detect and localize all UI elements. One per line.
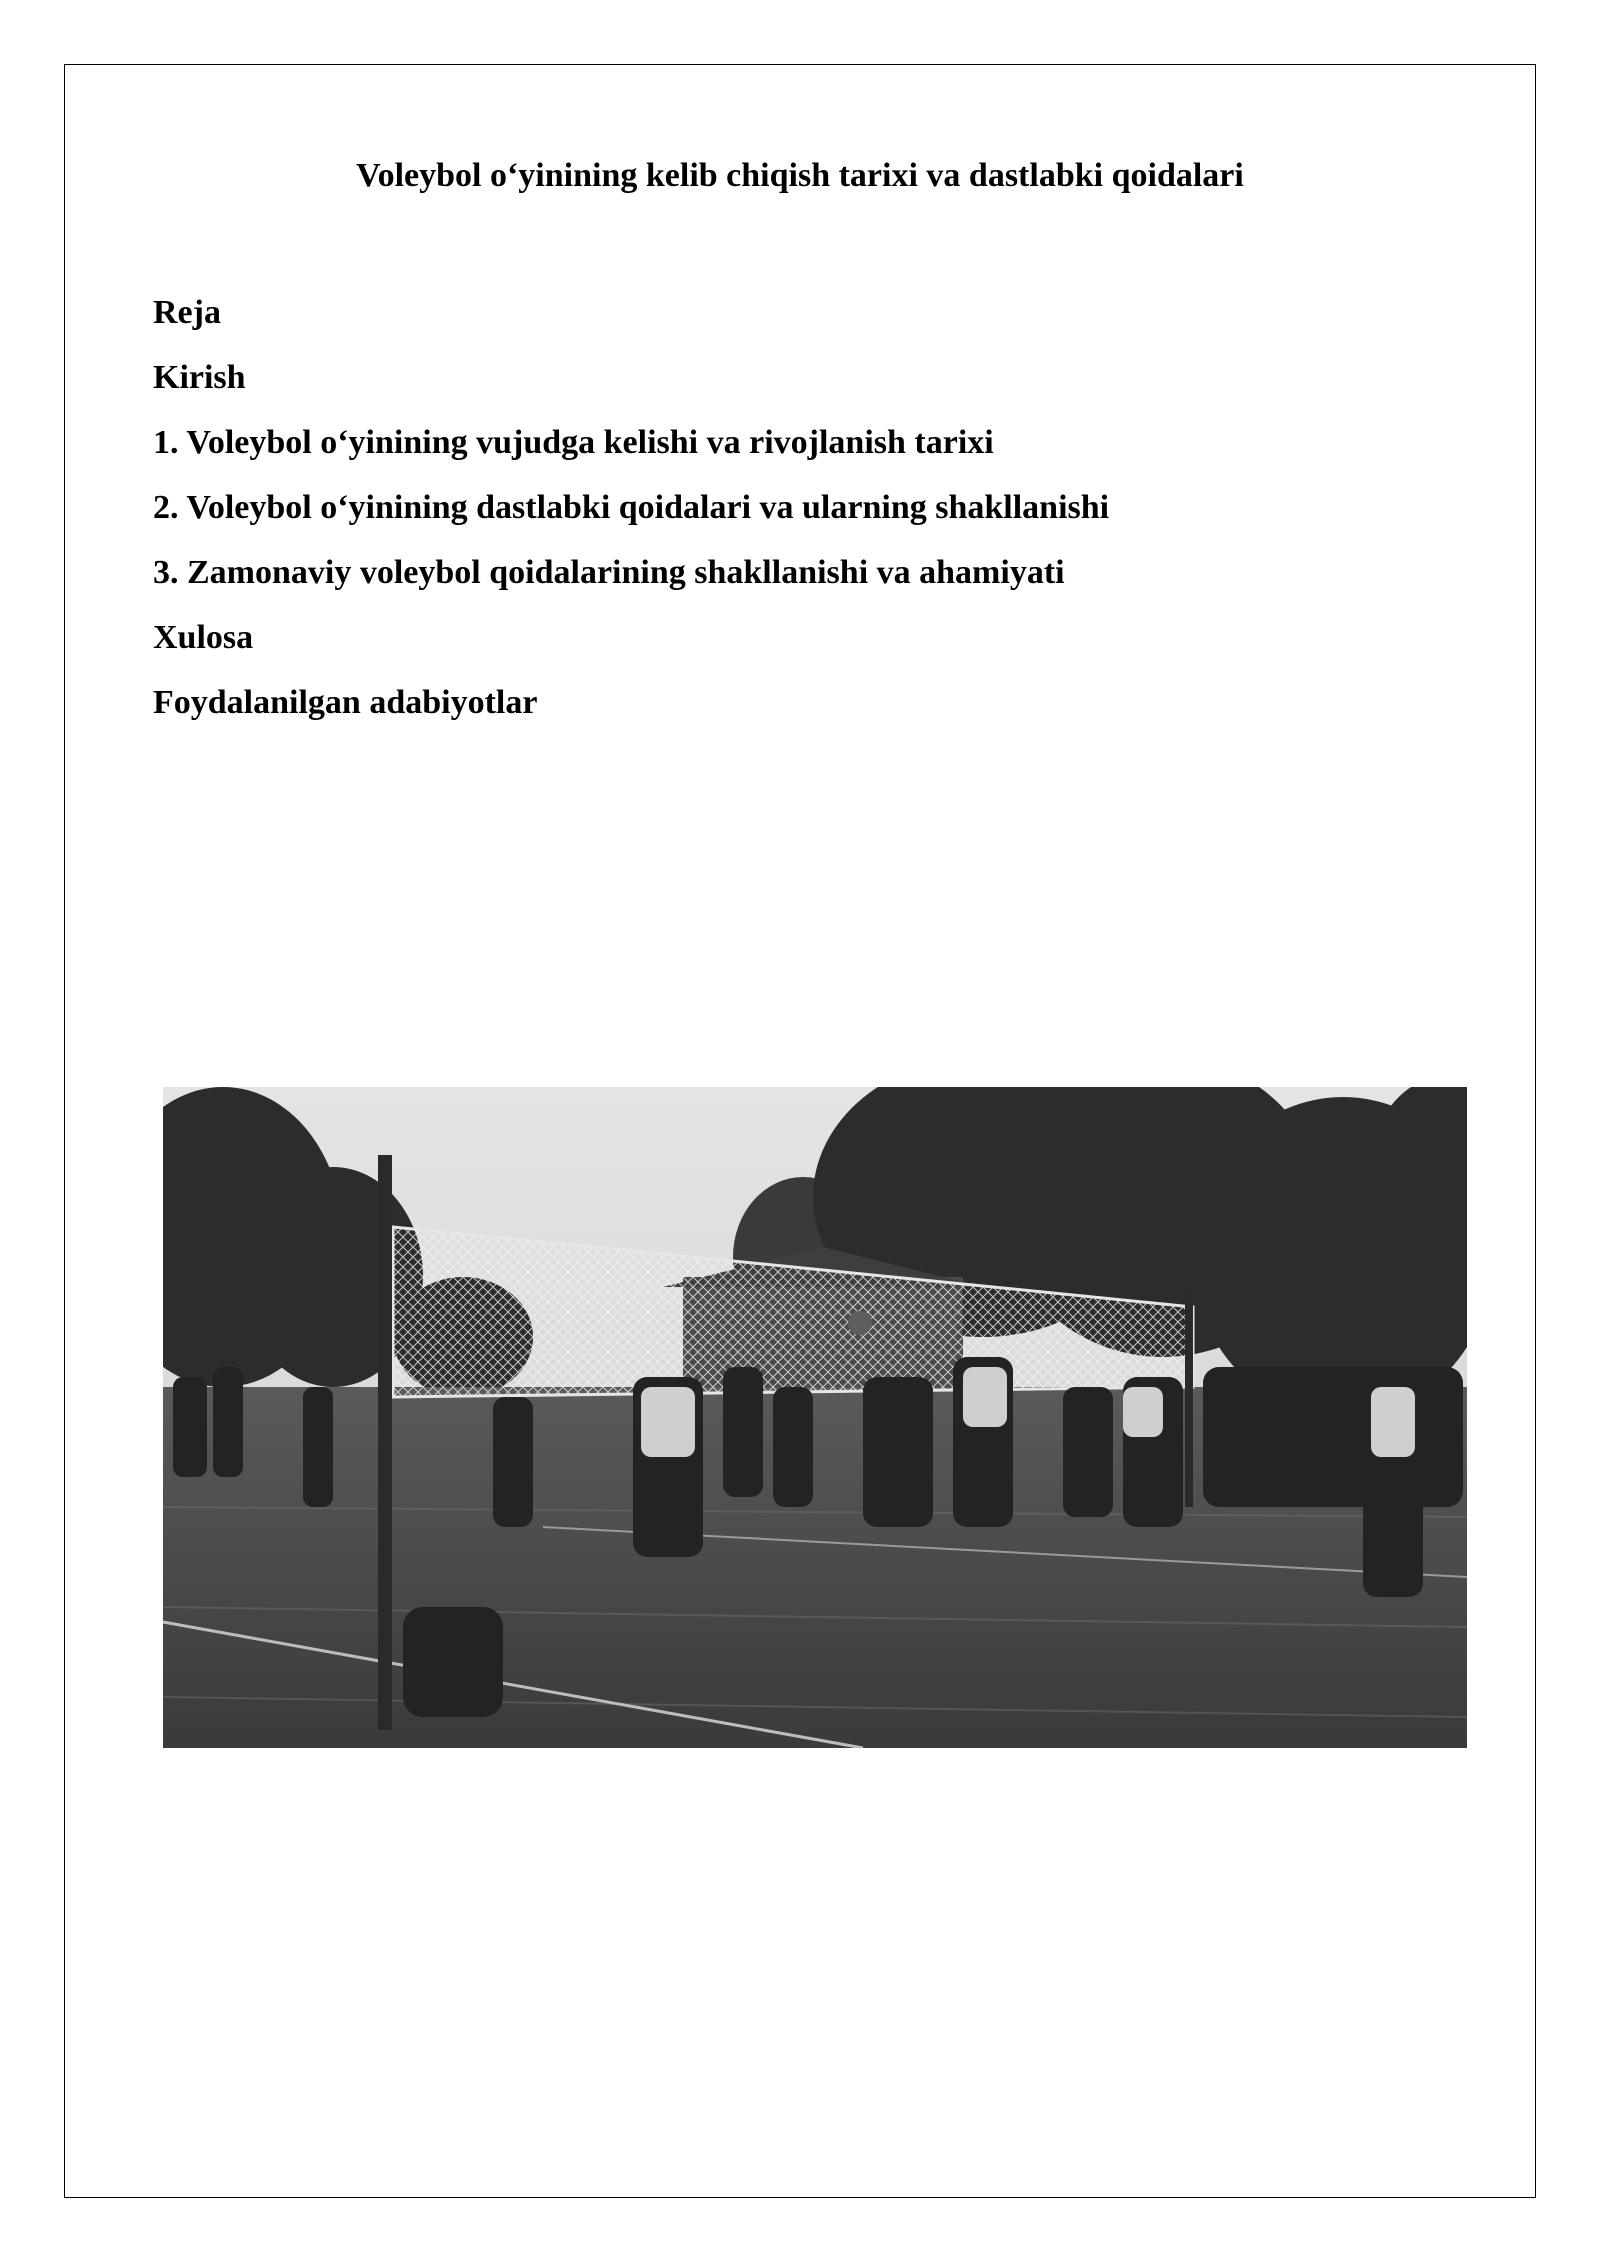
document-title: Voleybol o‘yinining kelib chiqish tarixi va dastlabki qoidalari xyxy=(356,157,1244,194)
plan-item-3: 3. Zamonaviy voleybol qoidalarining shakllanishi va ahamiyati xyxy=(153,554,1065,591)
plan-heading: Reja xyxy=(153,294,221,331)
plan-item-1: 1. Voleybol o‘yinining vujudga kelishi va rivojlanish tarixi xyxy=(153,424,994,461)
plan-item-2: 2. Voleybol o‘yinining dastlabki qoidalari va ularning shakllanishi xyxy=(153,489,1110,526)
plan-item-introduction: Kirish xyxy=(153,359,246,396)
plan-list xyxy=(153,280,1109,735)
volleyball-historical-photo xyxy=(163,1087,1467,1748)
plan-item-references: Foydalanilgan adabiyotlar xyxy=(153,684,538,721)
plan-item-conclusion: Xulosa xyxy=(153,619,254,656)
